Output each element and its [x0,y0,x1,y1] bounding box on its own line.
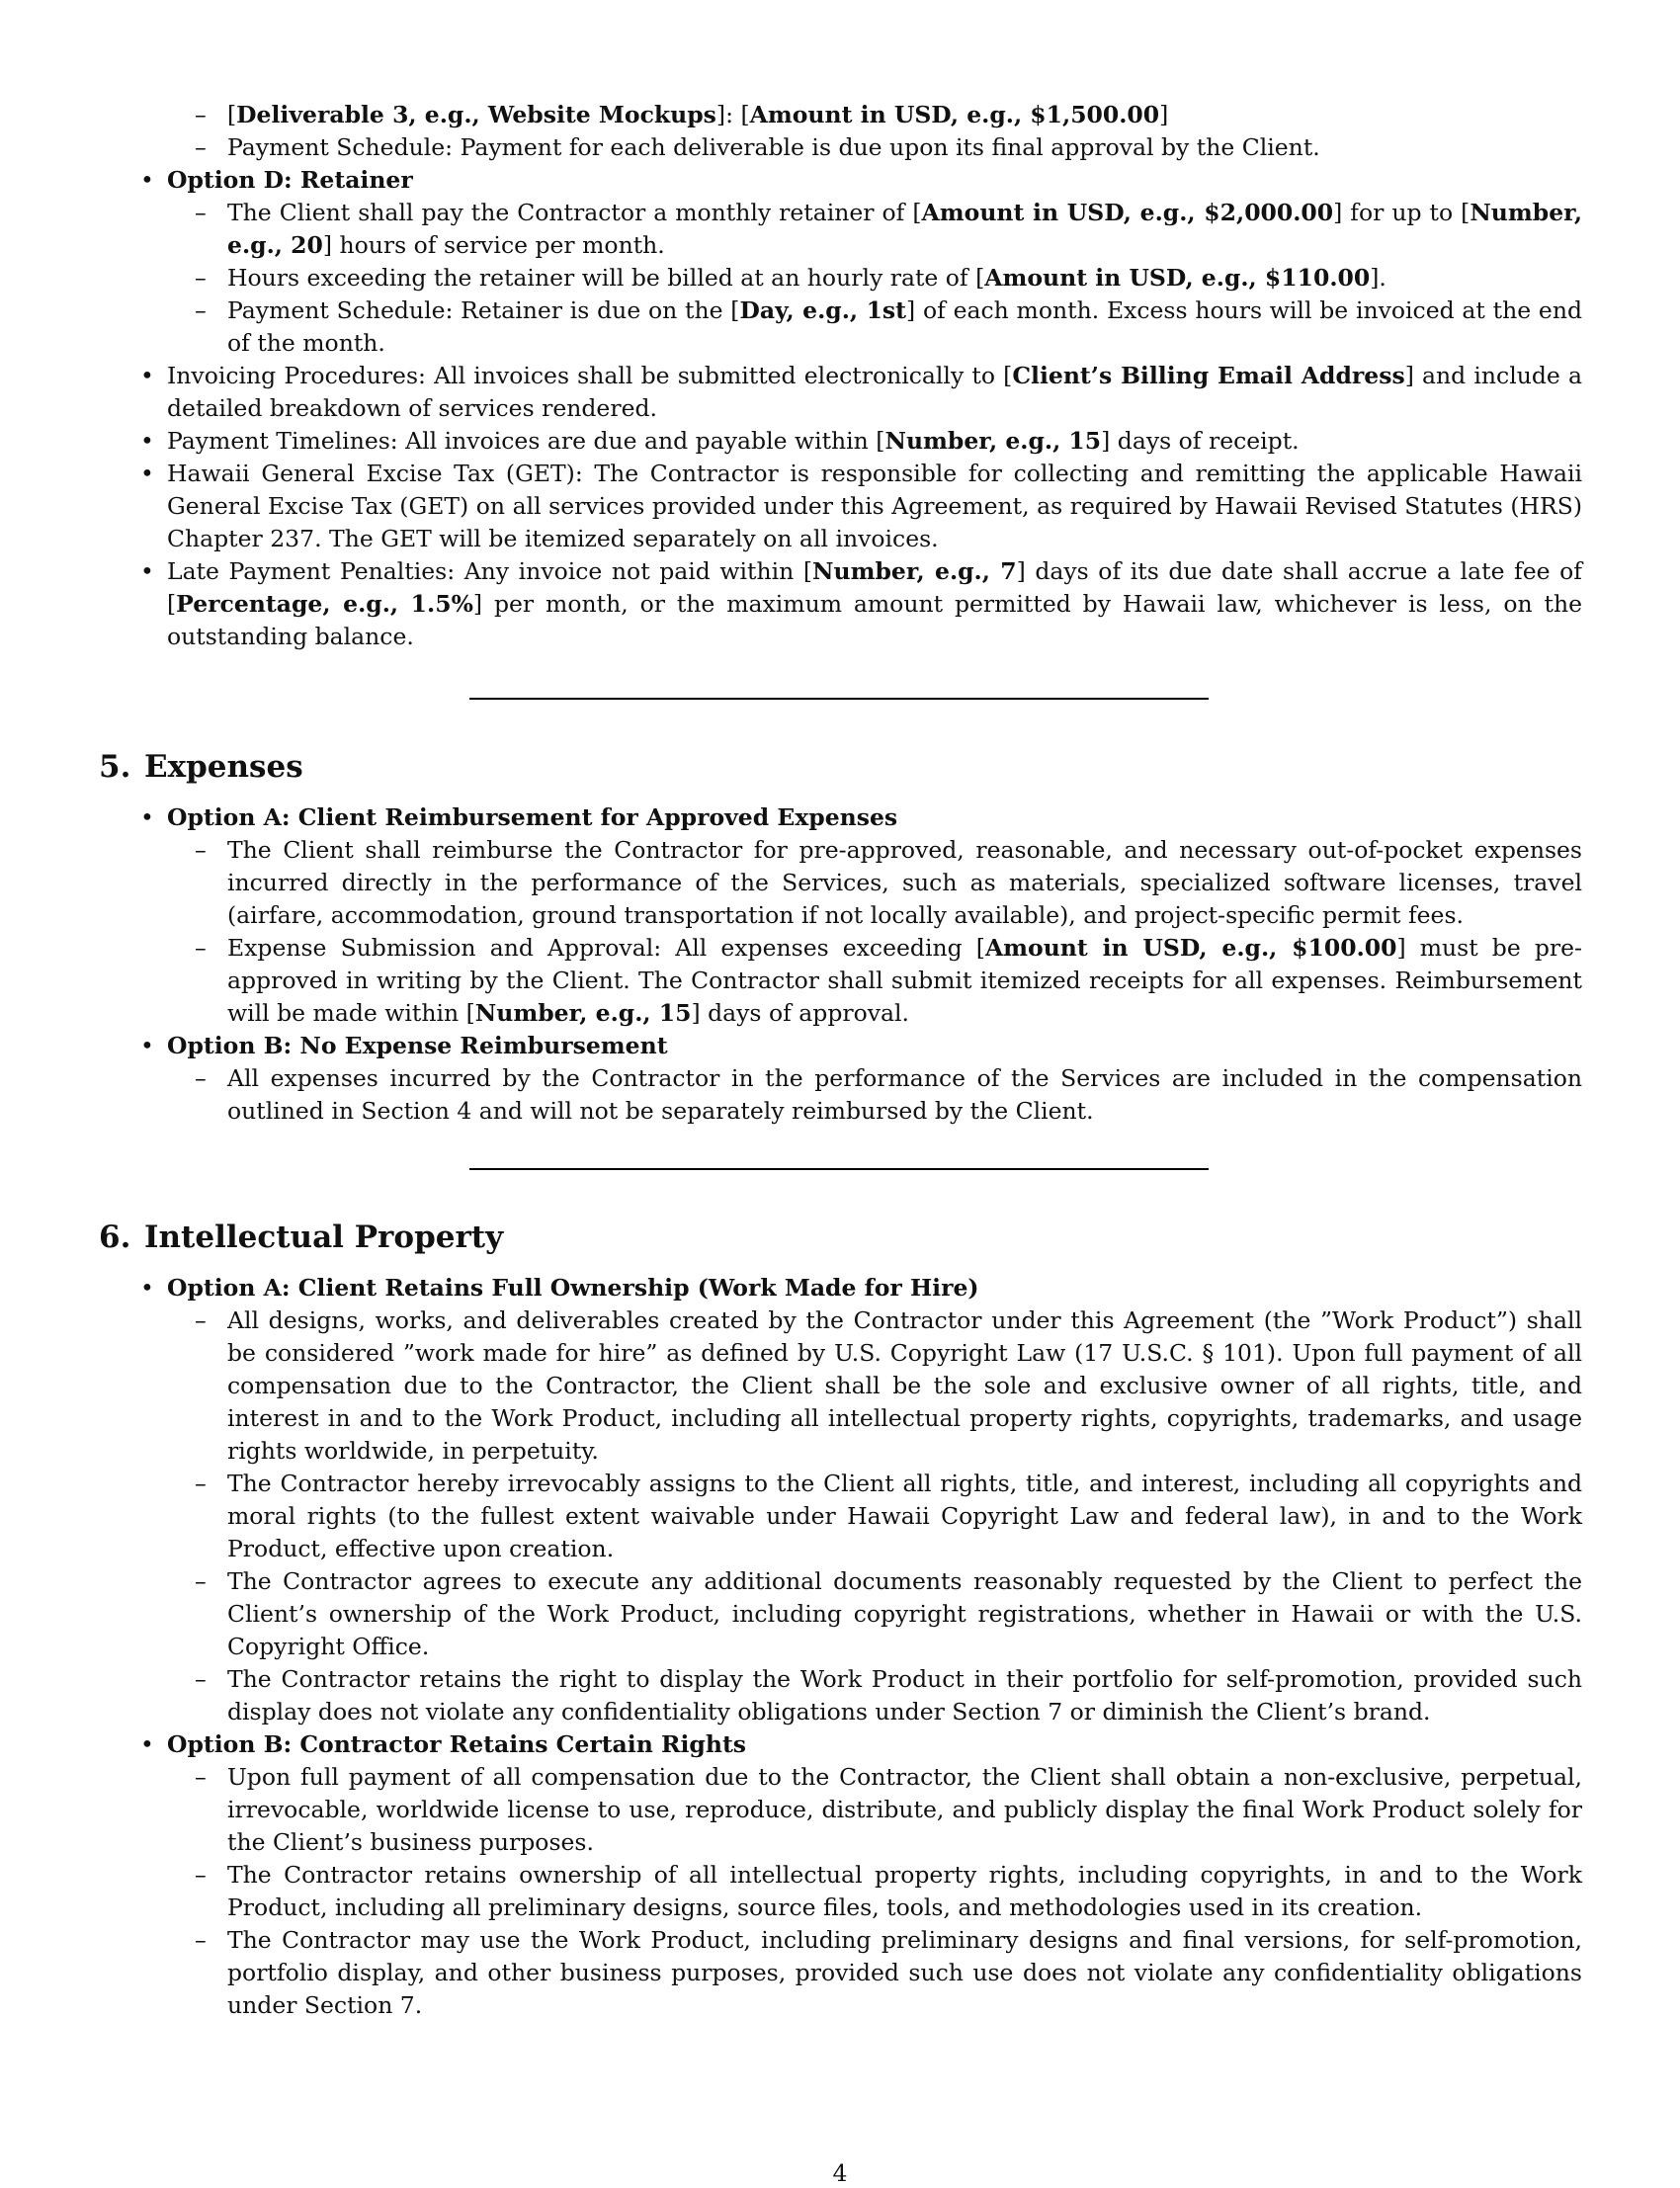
option-a-item: • Option A: Client Reimbursement for Approved Expenses [167,801,1582,834]
list-item: – All designs, works, and deliverables created by the Contractor under this Agreement (the ”Work Product”) shall be considered ”work made for hire” as defined by U.S. Copyright Law (17 U.S.C. § 101). Upon full payment of all compensation due to the Contractor, the Client shall be the sole and exclusive owner of all rights, title, and interest in and to the Work Product, including all intellectual property rights, copyrights, trademarks, and usage rights worldwide, in perpetuity. [195,1306,1582,1465]
list-item: – The Contractor agrees to execute any additional documents reasonably requested by the Client to perfect the Client’s ownership of the Work Product, including copyright registrations, whether in Hawaii or with the U.S. Copyright Office. [195,1567,1582,1660]
option-b-item: • Option B: No Expense Reimbursement [167,1030,1582,1062]
dot-bullet: • [140,362,154,389]
dot-bullet: • [140,1274,154,1302]
dash-bullet: – [195,199,207,226]
option-d-item [140,164,1582,197]
dash-bullet: – [195,133,207,161]
page-number: 4 [832,2159,848,2187]
option-b-item: • Option B: Contractor Retains Certain Rights [167,1728,1582,1761]
dash-bullet: – [195,1665,207,1693]
dot-bullet: • [140,557,154,585]
section-4-continued [0,99,1680,653]
list-item: – The Contractor hereby irrevocably assigns to the Client all rights, title, and interest, including all copyrights and moral rights (to the fullest extent waivable under Hawaii Copyright Law and federal law), in and to the Work Product, effective upon creation. [195,1470,1582,1562]
list-item: • Payment Timelines: All invoices are due and payable within [Number, e.g., 15] days of receipt. [167,425,1582,458]
list-item: – Expense Submission and Approval: All expenses exceeding [Amount in USD, e.g., $100.00] must be pre-approved in writing by the Client. The Contractor shall submit itemized receipts for all expenses. Reimbursement will be made within [Number, e.g., 15] days of approval. [195,934,1582,1027]
section-5-body [0,801,1680,1128]
list-item: – The Contractor may use the Work Product, including preliminary designs and final versions, for self-promotion, portfolio display, and other business purposes, provided such use does not violate any confidentiality obligations under Section 7. [195,1926,1582,2019]
list-item: – Upon full payment of all compensation due to the Contractor, the Client shall obtain a non-exclusive, perpetual, irrevocable, worldwide license to use, reproduce, distribute, and publicly display the final Work Product solely for the Client’s business purposes. [195,1763,1582,1856]
dash-bullet: – [195,296,207,324]
list-item: • Hawaii General Excise Tax (GET): The Contractor is responsible for collecting and remitting the applicable Hawaii General Excise Tax (GET) on all services provided under this Agreement, as required by Hawaii Revised Statutes (HRS) Chapter 237. The GET will be itemized separately on all invoices. [140,460,1582,552]
option-a-item: • Option A: Client Retains Full Ownership (Work Made for Hire) [167,1272,1582,1304]
placeholder-deliverable: Deliverable 3, e.g., Website Mockups [236,101,716,128]
dash-bullet: – [195,836,207,864]
dot-bullet: • [140,803,154,831]
dot-bullet: • [140,166,154,194]
dash-bullet: – [195,1763,207,1791]
list-item: – [Deliverable 3, e.g., Website Mockups]: [Amount in USD, e.g., $1,500.00] [227,99,1582,131]
option-title: Option D: Retainer [167,166,413,194]
dash-bullet: – [195,1567,207,1595]
list-item: – Hours exceeding the retainer will be billed at an hourly rate of [Amount in USD, e.g., $110.00]. [227,262,1582,295]
dash-bullet: – [195,1861,207,1889]
dash-bullet: – [195,1064,207,1092]
section-6-heading: 6. Intellectual Property [99,1220,504,1255]
dash-bullet: – [195,1926,207,1954]
section-6-body [0,1272,1680,2022]
dot-bullet: • [140,460,154,487]
dot-bullet: • [140,1032,154,1059]
list-item: – The Contractor retains the right to display the Work Product in their portfolio for self-promotion, provided such display does not violate any confidentiality obligations under Section 7 or diminish the Client’s brand. [195,1665,1582,1725]
dash-bullet: – [195,101,207,128]
section-divider [469,698,1209,700]
list-item: – Payment Schedule: Retainer is due on the [Day, e.g., 1st] of each month. Excess hours will be invoiced at the end of the month. [195,296,1582,357]
list-item: – The Contractor retains ownership of all intellectual property rights, including copyrights, in and to the Work Product, including all preliminary designs, source files, tools, and methodologies used in its creation. [195,1861,1582,1921]
placeholder-amount: Amount in USD, e.g., $1,500.00 [749,101,1160,128]
dash-bullet: – [195,934,207,962]
section-5-heading: 5. Expenses [99,749,303,785]
list-item: – All expenses incurred by the Contractor in the performance of the Services are included in the compensation outlined in Section 4 and will not be separately reimbursed by the Client. [195,1064,1582,1125]
section-divider [469,1168,1209,1170]
dot-bullet: • [140,427,154,455]
dash-bullet: – [195,264,207,292]
list-item: • Invoicing Procedures: All invoices shall be submitted electronically to [Client’s Billing Email Address] and include a detailed breakdown of services rendered. [140,362,1582,422]
dash-bullet: – [195,1306,207,1334]
list-item: • Late Payment Penalties: Any invoice not paid within [Number, e.g., 7] days of its due date shall accrue a late fee of [Percentage, e.g., 1.5%] per month, or the maximum amount permitted by Hawaii law, whichever is less, on the outstanding balance. [140,557,1582,650]
list-item: – Payment Schedule: Payment for each deliverable is due upon its final approval by the Client. [227,131,1582,164]
dash-bullet: – [195,1470,207,1497]
dot-bullet: • [140,1730,154,1758]
list-item: – The Client shall reimburse the Contractor for pre-approved, reasonable, and necessary out-of-pocket expenses incurred directly in the performance of the Services, such as materials, specialized software licenses, travel (airfare, accommodation, ground transportation if not locally available), and project-specific permit fees. [195,836,1582,929]
list-item: – The Client shall pay the Contractor a monthly retainer of [Amount in USD, e.g., $2,000.00] for up to [Number, e.g., 20] hours of service per month. [195,199,1582,259]
